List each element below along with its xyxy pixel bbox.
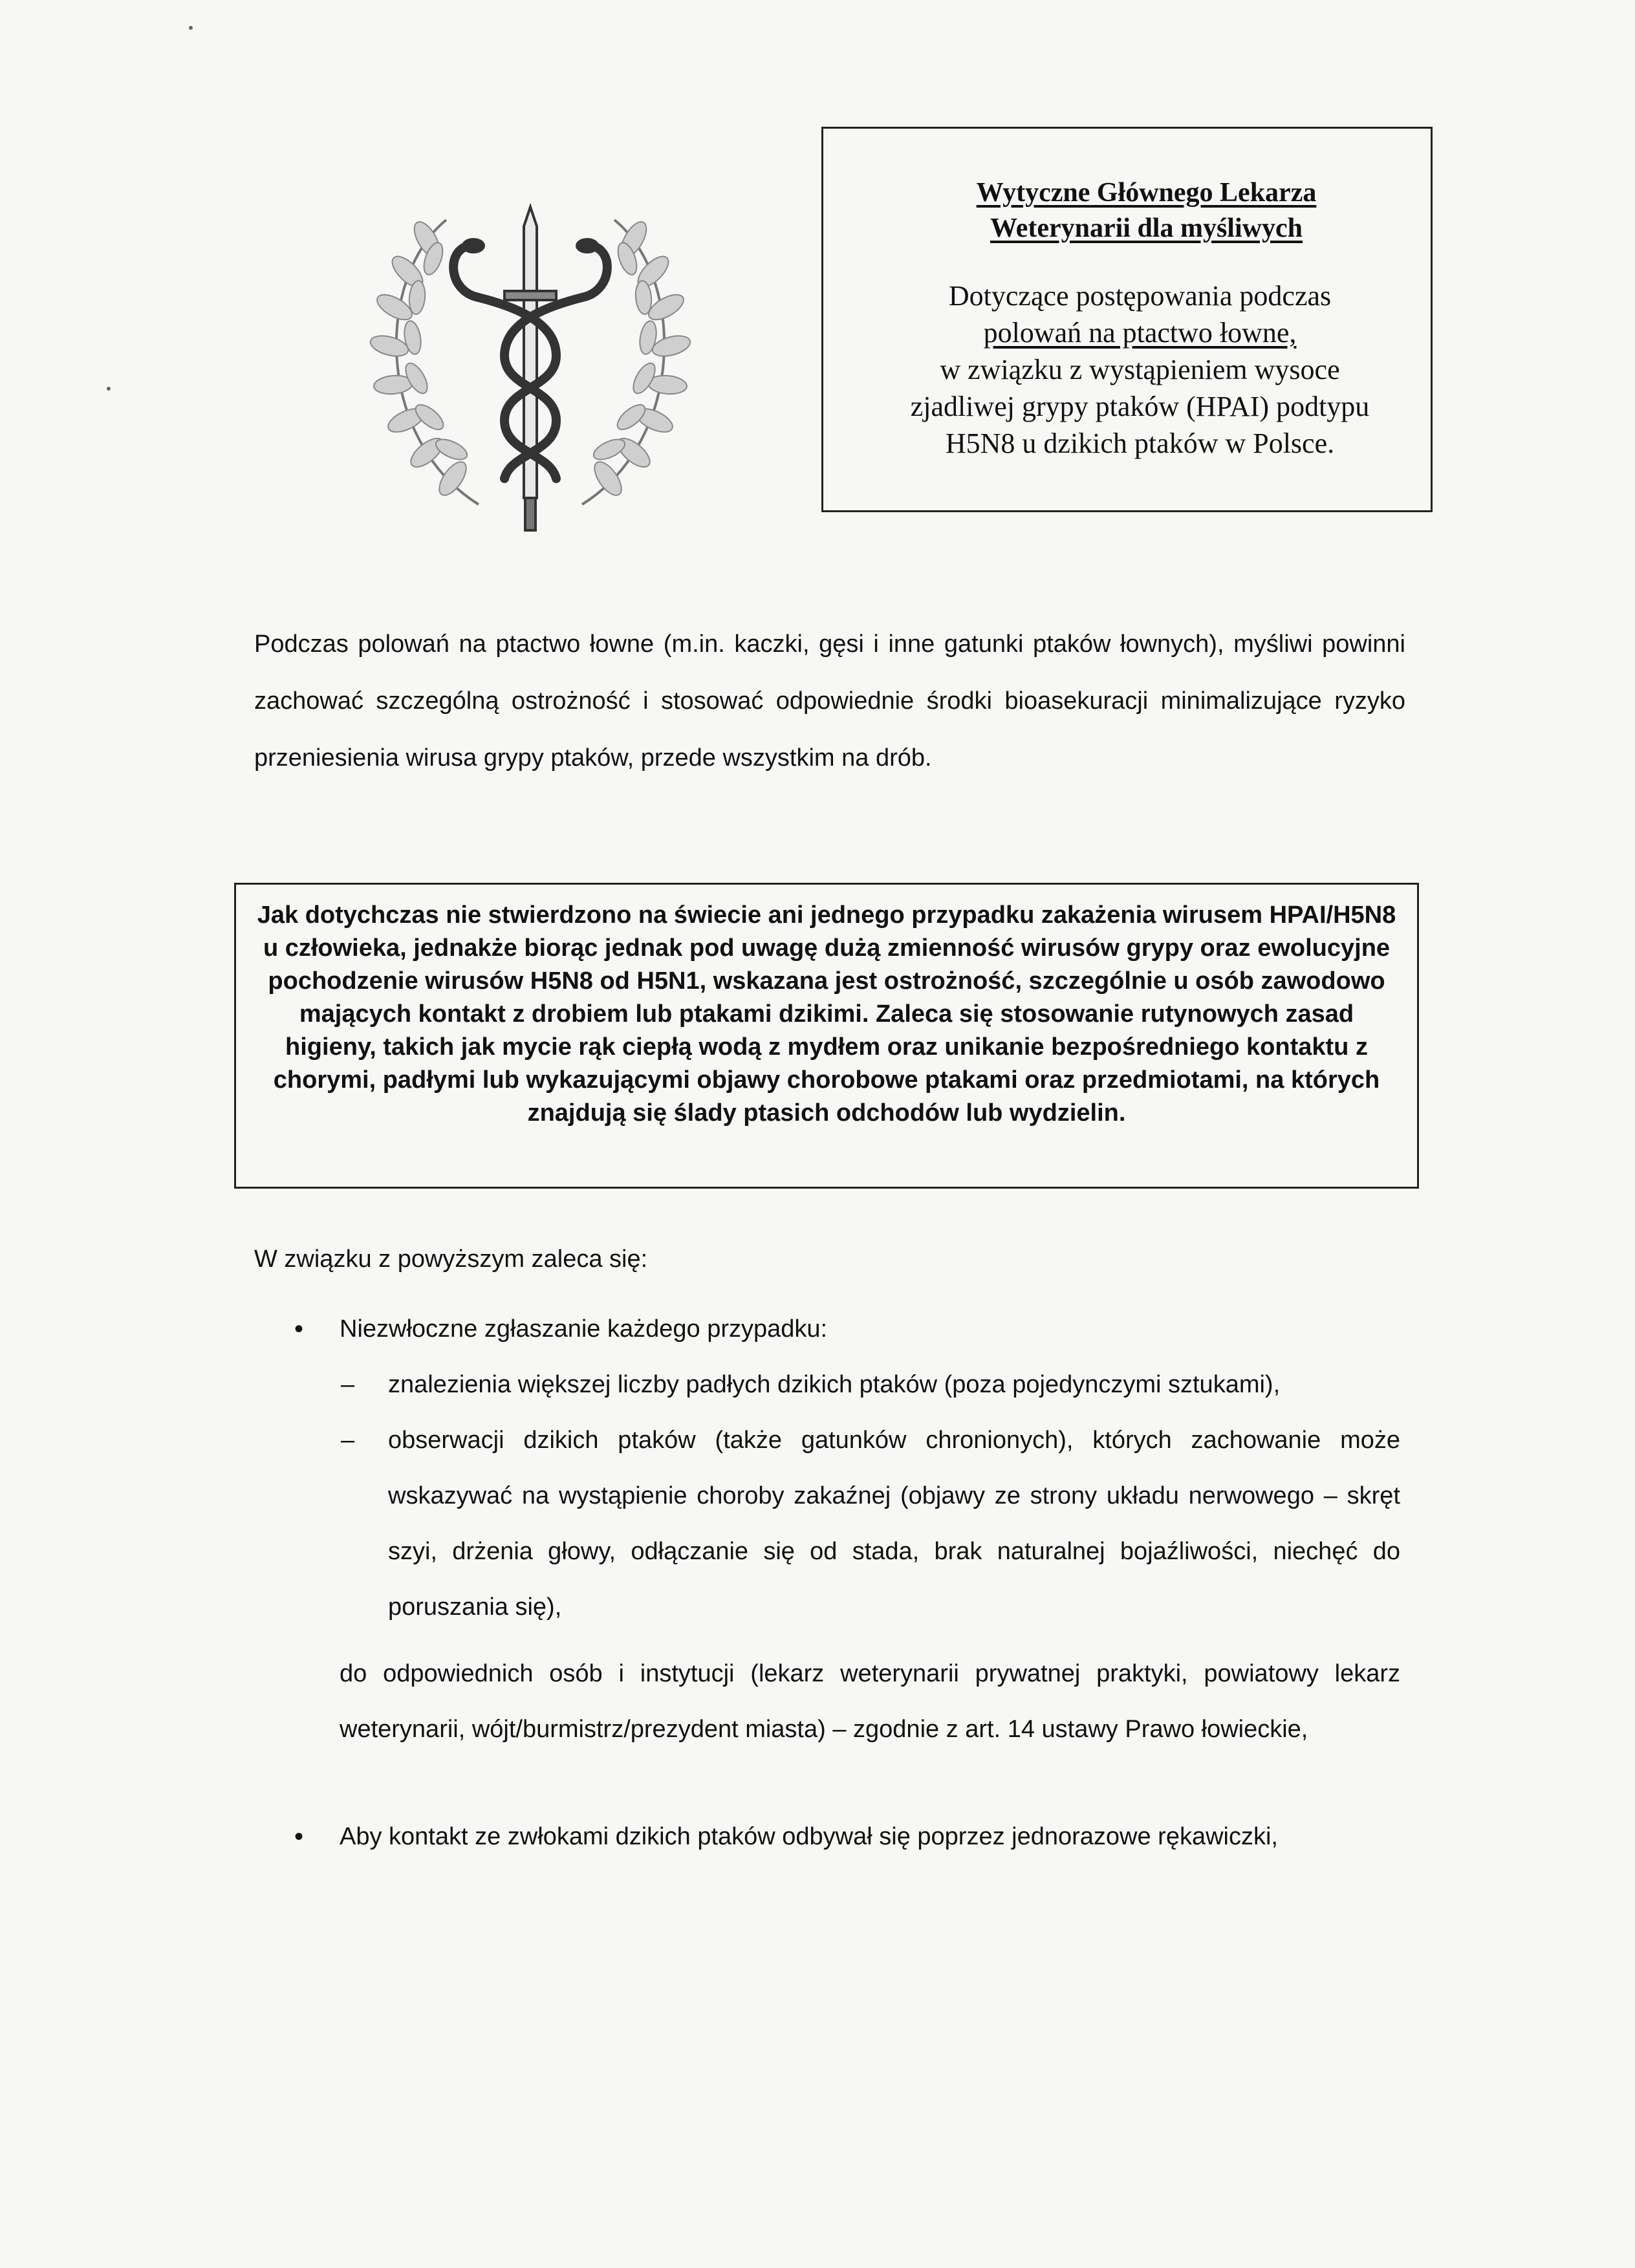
- description-line-4: zjadliwej grypy ptaków (HPAI) podtypu: [910, 391, 1370, 422]
- dash-icon: –: [341, 1427, 355, 1454]
- intro-paragraph: Podczas polowań na ptactwo łowne (m.in. kaczki, gęsi i inne gatunki ptaków łownych), myśliwi powinni zachować szczególną ostrożność i stosować odpowiednie środki bioasekuracji minimalizujące ryzyko przeniesienia wirusa grypy ptaków, przede wszystkim na drób.: [254, 631, 1405, 772]
- caduceus-laurel-emblem-icon: [349, 194, 711, 556]
- description-line-2: polowań na ptactwo łowne,: [983, 317, 1297, 349]
- recommendation-item-1: Niezwłoczne zgłaszanie każdego przypadku:: [340, 1315, 828, 1343]
- title-line-2: Weterynarii dla myśliwych: [990, 213, 1303, 243]
- sub-item-2: obserwacji dzikich ptaków (także gatunków chronionych), których zachowanie może wskazywać na wystąpienie choroby zakaźnej (objawy ze strony układu nerwowego – skręt szyi, drżenia głowy, odłączanie się od stada, brak naturalnej bojaźliwości, niechęć do poruszania się),: [388, 1427, 1400, 1621]
- recommendation-item-1-continuation: do odpowiednich osób i instytucji (lekarz weterynarii prywatnej praktyki, powiatowy lekarz weterynarii, wójt/burmistrz/prezydent miasta) – zgodnie z art. 14 ustawy Prawo łowieckie,: [340, 1660, 1400, 1743]
- description-line-1: Dotyczące postępowania podczas: [948, 280, 1332, 312]
- title-line-1: Wytyczne Głównego Lekarza: [976, 178, 1317, 208]
- recommendation-item-2: Aby kontakt ze zwłokami dzikich ptaków odbywał się poprzez jednorazowe rękawiczki,: [340, 1823, 1278, 1850]
- dash-icon: –: [341, 1371, 355, 1398]
- bullet-icon: •: [294, 1822, 304, 1851]
- warning-text: Jak dotychczas nie stwierdzono na świecie ani jednego przypadku zakażenia wirusem HPAI/H5N8 u człowieka, jednakże biorąc jednak pod uwagę dużą zmienność wirusów grypy oraz ewolucyjne pochodzenie wirusów H5N8 od H5N1, wskazana jest ostrożność, szczególnie u osób zawodowo mających kontakt z drobiem lub ptakami dzikimi. Zaleca się stosowanie rutynowych zasad higieny, takich jak mycie rąk ciepłą wodą z mydłem oraz unikanie bezpośredniego kontaktu z chorymi, padłymi lub wykazującymi objawy chorobowe ptakami oraz przedmiotami, na których znajdują się ślady ptasich odchodów lub wydzielin.: [257, 902, 1396, 1127]
- scan-speck: [189, 26, 193, 30]
- bullet-icon: •: [294, 1315, 304, 1343]
- description-line-5: H5N8 u dzikich ptaków w Polsce.: [945, 427, 1335, 459]
- warning-box: [234, 883, 1419, 1189]
- description-line-3: w związku z wystąpieniem wysoce: [940, 354, 1340, 385]
- title-box: [821, 127, 1433, 512]
- scan-speck: [107, 387, 111, 391]
- title-description: [823, 277, 1431, 462]
- sub-item-1: znalezienia większej liczby padłych dzikich ptaków (poza pojedynczymi sztukami),: [388, 1371, 1281, 1398]
- recommendations-lead: W związku z powyższym zaleca się:: [254, 1246, 648, 1273]
